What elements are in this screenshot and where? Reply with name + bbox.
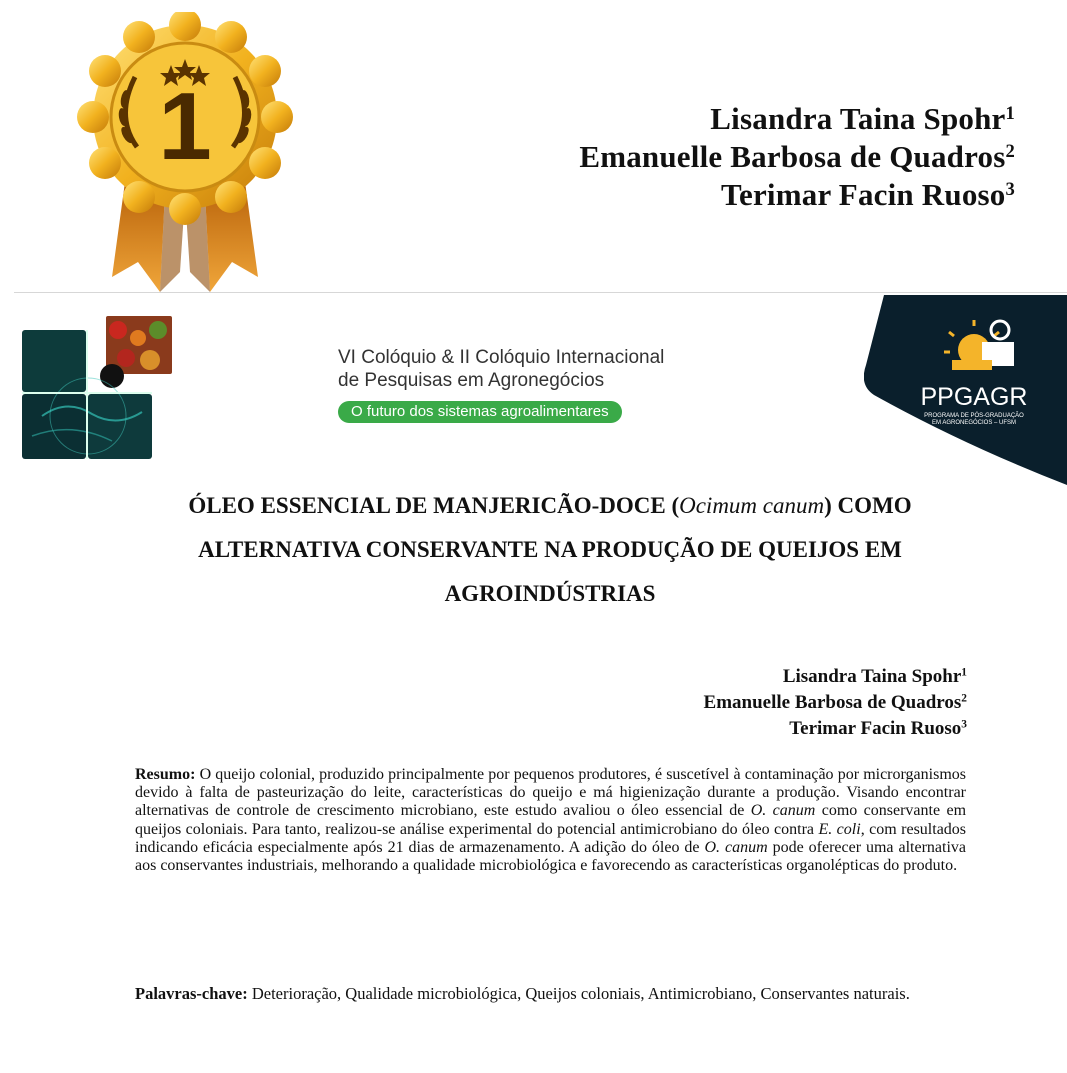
ppgagr-logo [864, 295, 1067, 485]
author-list [704, 664, 967, 742]
title-line2: ALTERNATIVA CONSERVANTE NA PRODUÇÃO DE QUEIJOS EM [198, 537, 902, 562]
author-1: Lisandra Taina Spohr$^1$ [782, 666, 967, 687]
header-author-3: Terimar Facin Ruoso$^3$ [720, 177, 1015, 212]
title-line1: ÓLEO ESSENCIAL DE MANJERICÃO-DOCE (Ocimum canum) COMO [188, 493, 912, 518]
puzzle-globe-logo-icon [22, 316, 172, 459]
svg-text:PPGAGR: PPGAGR [920, 383, 1028, 411]
author-3: Terimar Facin Ruoso$^3$ [789, 718, 967, 739]
svg-text:PROGRAMA DE PÓS-GRADUAÇÃO: PROGRAMA DE PÓS-GRADUAÇÃO [924, 413, 1024, 419]
keywords-paragraph: Palavras-chave: Deterioração, Qualidade microbiológica, Queijos coloniais, Antimicrobiano, Conservantes naturais. [135, 984, 910, 1003]
header-author-list [579, 100, 1015, 214]
abstract-paragraph: Resumo: O queijo colonial, produzido principalmente por pequenos produtores, é suscetível à contaminação por microrganismos devido à falta de pasteurização do leite, características do queijo e má higienização durante a produção. Visando encontrar alternativas de controle de crescimento microbiano, este estudo avaliou o óleo essencial de O. canum como conservante em queijos coloniais. Para tanto, realizou-se análise experimental do potencial antimicrobiano do óleo contra E. coli, com resultados indicando eficácia especialmente após 21 dias de armazenamento. A adição do óleo de O. canum pode oferecer uma alternativa aos conservantes industriais, melhorando a qualidade microbiológica e favorecendo as características organolépticas do produto. [135, 766, 967, 875]
svg-text:1: 1 [158, 73, 212, 180]
header-author-1: Lisandra Taina Spohr$^1$ [710, 101, 1015, 136]
header-author-2: Emanuelle Barbosa de Quadros$^2$ [579, 139, 1015, 174]
event-name-line2: de Pesquisas em Agronegócios [338, 370, 605, 391]
section-divider [14, 292, 1067, 293]
svg-text:EM AGRONEGÓCIOS – UFSM: EM AGRONEGÓCIOS – UFSM [931, 420, 1017, 426]
event-tagline-pill: O futuro dos sistemas agroalimentares [338, 401, 622, 423]
paper-title [100, 484, 1000, 616]
author-2: Emanuelle Barbosa de Quadros$^2$ [703, 692, 967, 713]
first-place-medal-icon [70, 12, 300, 297]
title-line3: AGROINDÚSTRIAS [444, 581, 656, 606]
event-banner [338, 346, 664, 423]
event-name-line1: VI Colóquio & II Colóquio Internacional [338, 347, 665, 368]
